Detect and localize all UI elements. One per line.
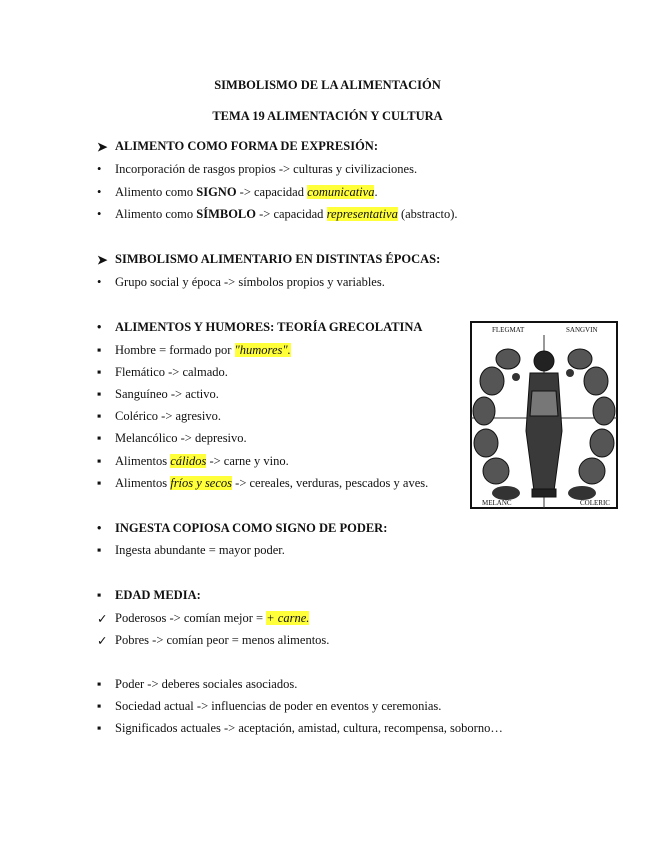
- check-icon: ✓: [97, 612, 108, 626]
- figure-label-melanc: MELANC: [482, 499, 512, 507]
- bullet-icon: •: [97, 185, 102, 199]
- square-bullet-icon: ▪: [97, 699, 102, 713]
- figure-label-flegmat: FLEGMAT: [492, 326, 525, 334]
- highlight: "humores".: [234, 343, 291, 357]
- figure-label-coleric: COLERIC: [580, 499, 610, 507]
- highlight: representativa: [326, 207, 398, 221]
- square-bullet-icon: ▪: [97, 365, 102, 379]
- square-bullet-icon: ▪: [97, 543, 102, 557]
- figure-label-sangvin: SANGVIN: [566, 326, 598, 334]
- bullet-icon: •: [97, 162, 102, 176]
- square-bullet-icon: ▪: [97, 677, 102, 691]
- document-subtitle: TEMA 19 ALIMENTACIÓN Y CULTURA: [212, 109, 443, 123]
- check-icon: ✓: [97, 634, 108, 648]
- bullet-icon: •: [97, 275, 102, 289]
- arrow-bullet-icon: ➤: [97, 253, 108, 267]
- highlight: comunicativa: [307, 185, 375, 199]
- square-bullet-icon: ▪: [97, 409, 102, 423]
- four-humors-woodcut-image: [470, 321, 618, 509]
- arrow-bullet-icon: ➤: [97, 140, 108, 154]
- highlight: + carne.: [266, 611, 310, 625]
- document-title: SIMBOLISMO DE LA ALIMENTACIÓN: [214, 78, 441, 92]
- bullet-icon: •: [97, 320, 102, 334]
- square-bullet-icon: ▪: [97, 721, 102, 735]
- square-bullet-icon: ▪: [97, 588, 102, 602]
- bullet-icon: •: [97, 207, 102, 221]
- square-bullet-icon: ▪: [97, 454, 102, 468]
- square-bullet-icon: ▪: [97, 476, 102, 490]
- square-bullet-icon: ▪: [97, 431, 102, 445]
- square-bullet-icon: ▪: [97, 387, 102, 401]
- highlight: cálidos: [170, 454, 207, 468]
- square-bullet-icon: ▪: [97, 343, 102, 357]
- highlight: fríos y secos: [170, 476, 233, 490]
- bullet-icon: •: [97, 521, 102, 535]
